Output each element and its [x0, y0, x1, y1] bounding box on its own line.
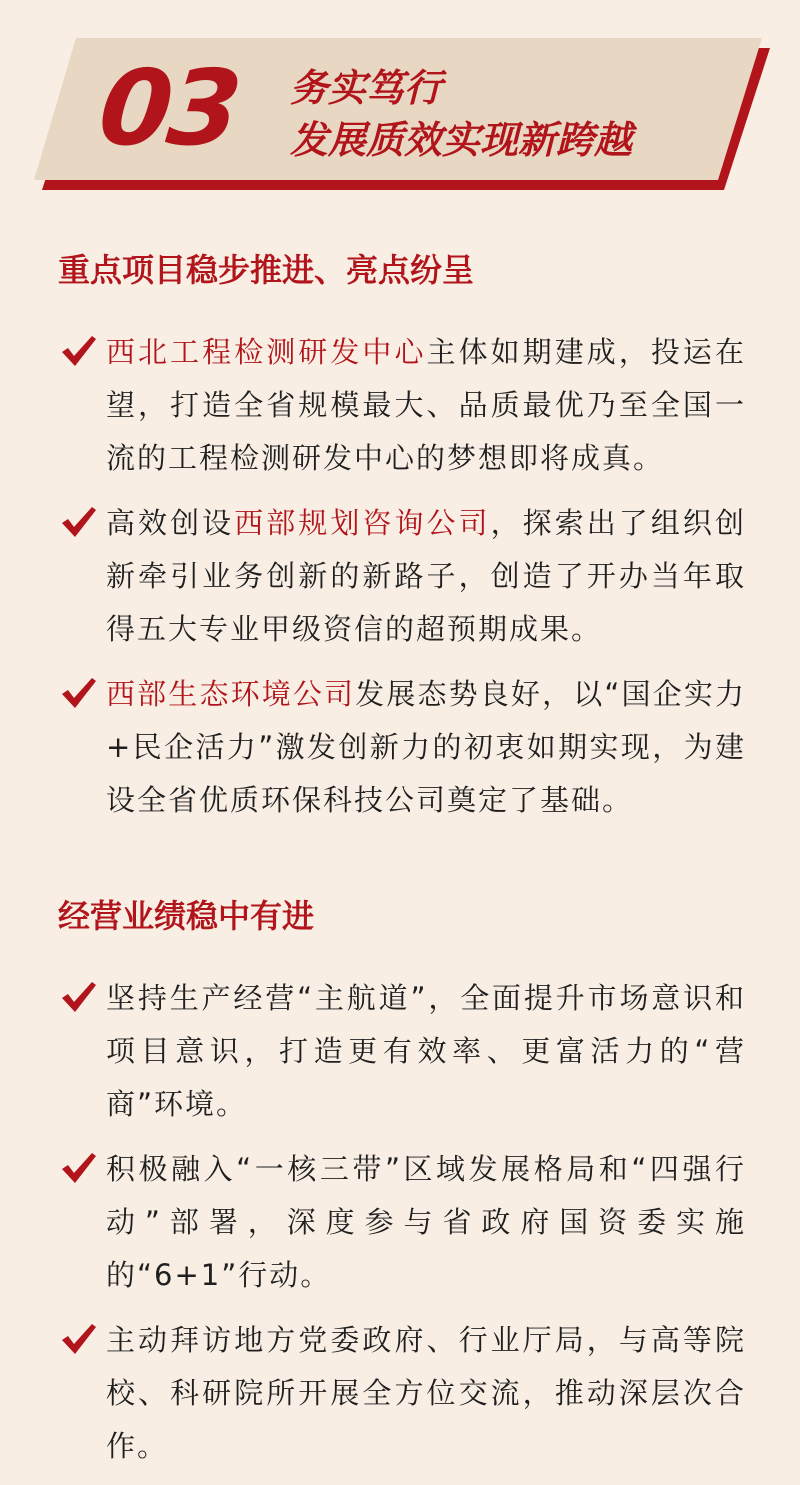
item-highlight: 西部规划咨询公司 [234, 506, 491, 540]
banner-title-line2: 发展质效实现新跨越 [290, 118, 633, 162]
section-number: 03 [93, 47, 244, 169]
red-check-icon [60, 1151, 98, 1185]
section1-list [56, 326, 746, 839]
red-check-icon [60, 334, 98, 368]
red-check-icon [60, 980, 98, 1014]
red-check-icon [60, 505, 98, 539]
list-item [56, 972, 746, 1131]
item-text: 西北工程检测研发中心主体如期建成，投运在望，打造全省规模最大、品质最优乃至全国一流的工程检测研发中心的梦想即将成真。 [106, 335, 746, 475]
section2-list [56, 972, 746, 1485]
list-item [56, 668, 746, 827]
item-text: 高效创设西部规划咨询公司，探索出了组织创新牵引业务创新的新路子，创造了开办当年取得五大专业甲级资信的超预期成果。 [106, 506, 746, 646]
section2-title: 经营业绩稳中有进 [58, 897, 315, 935]
item-text: 积极融入“一核三带”区域发展格局和“四强行动”部署，深度参与省政府国资委实施的“6+1”行动。 [106, 1152, 746, 1292]
list-item [56, 326, 746, 485]
list-item [56, 1314, 746, 1473]
item-text: 西部生态环境公司发展态势良好，以“国企实力+民企活力”激发创新力的初衷如期实现，为建设全省优质环保科技公司奠定了基础。 [106, 677, 746, 817]
section1-title: 重点项目稳步推进、亮点纷呈 [58, 251, 475, 289]
section-banner [0, 0, 800, 210]
red-check-icon [60, 1322, 98, 1356]
list-item [56, 1143, 746, 1302]
red-check-icon [60, 676, 98, 710]
item-text: 坚持生产经营“主航道”，全面提升市场意识和项目意识，打造更有效率、更富活力的“营商”环境。 [106, 981, 746, 1121]
list-item [56, 497, 746, 656]
item-text: 主动拜访地方党委政府、行业厅局，与高等院校、科研院所开展全方位交流，推动深层次合作。 [106, 1323, 746, 1463]
item-highlight: 西北工程检测研发中心 [106, 335, 427, 369]
item-highlight: 西部生态环境公司 [106, 677, 356, 711]
banner-title-line1: 务实笃行 [290, 66, 443, 110]
